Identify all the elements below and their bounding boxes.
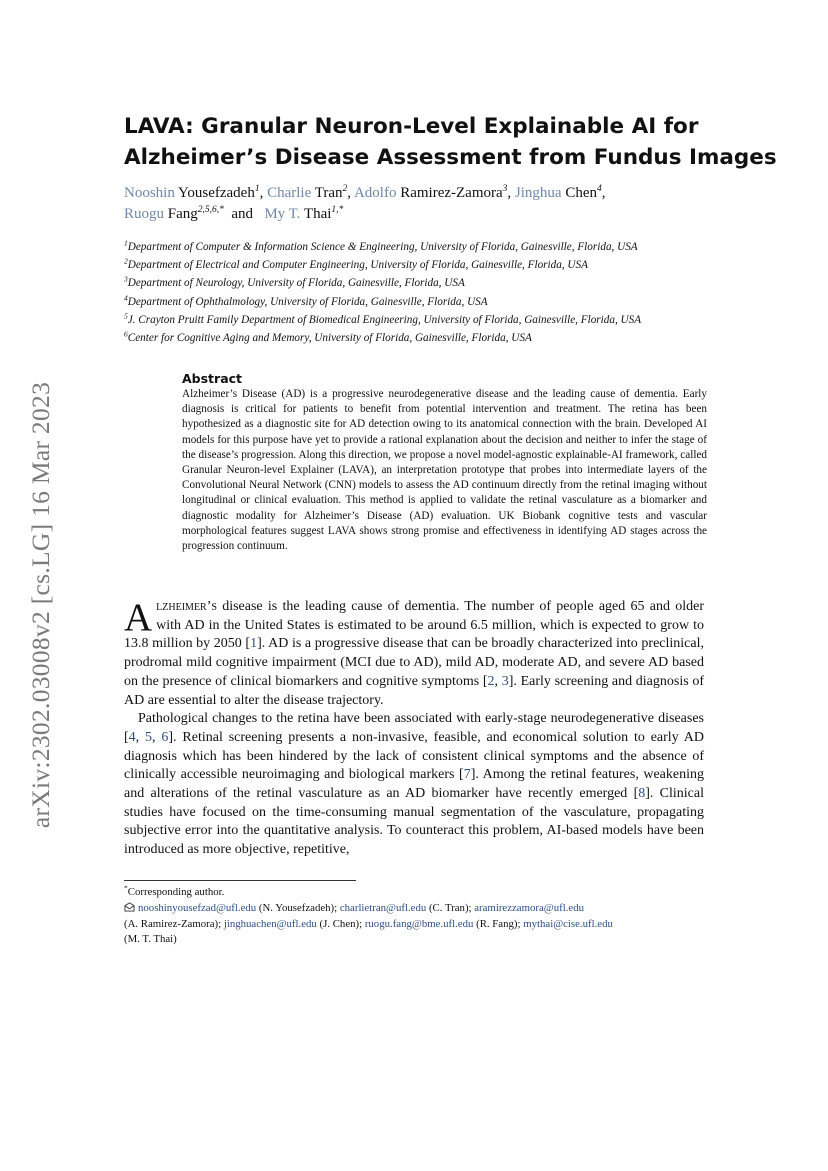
email-line-3: (M. T. Thai): [124, 933, 177, 946]
email-link[interactable]: nooshinyousefzad@ufl.edu: [138, 901, 257, 914]
citation-link[interactable]: 4: [128, 729, 136, 745]
affiliation: $^6$Center for Cognitive Aging and Memory, University of Florida, Gainesville, Florida, USA: [124, 329, 532, 345]
affiliation: $^1$Department of Computer & Information Science & Engineering, University of Florida, Gainesville, Florida, USA: [124, 238, 638, 253]
email-link[interactable]: charlietran@ufl.edu: [339, 901, 427, 914]
author: My T. Thai$^{1,*}$: [264, 205, 344, 222]
author-list: [124, 183, 714, 225]
author: Jinghua Chen$^4$,: [514, 184, 606, 201]
envelope-icon: [124, 902, 135, 912]
affiliation: $^4$Department of Ophthalmology, University of Florida, Gainesville, Florida, USA: [124, 292, 488, 308]
author-line-1: [124, 183, 714, 204]
paper-title: [124, 111, 777, 173]
affiliation-list: [124, 238, 724, 347]
email-line-2: (A. Ramirez-Zamora); jinghuachen@ufl.edu (J. Chen); ruogu.fang@bme.ufl.edu (R. Fang); mythai@cise.ufl.edu: [124, 917, 613, 930]
abstract-text: Alzheimer’s Disease (AD) is a progressive neurodegenerative disease and the leading cause of dementia. Early diagnosis is critical for patients to benefit from potential intervention and treatment. The retina has been hypothesized as a diagnostic site for AD detection owing to its anatomical connection with the brain. Developed AI models for this purpose have yet to provide a rational explanation about the decision and neither to infer the stage of the disease’s progression. Along this direction, we propose a novel model-agnostic explainable-AI framework, called Granular Neuron-level Explainer (LAVA), an interpretation prototype that probes into intermediate layers of the Convolutional Neural Network (CNN) models to assess the AD continuum directly from the retinal imaging without longitudinal or clinical evaluation. This method is applied to validate the retinal vasculature as a biomarker and diagnostic modality for Alzheimer’s Disease (AD) evaluation. UK Biobank cognitive tests and vascular morphological features suggest LAVA shows strong promise and effectiveness in identifying AD stages across the progression continuum.: [182, 388, 707, 553]
main-body: [124, 598, 704, 860]
email-link[interactable]: jinghuachen@ufl.edu: [223, 917, 317, 930]
email-link[interactable]: ruogu.fang@bme.ufl.edu: [364, 917, 474, 930]
affiliation: $^2$Department of Electrical and Computer Engineering, University of Florida, Gainesville, Florida, USA: [124, 256, 588, 272]
corresponding-author-note: *Corresponding author.: [124, 883, 225, 898]
citation-link[interactable]: 1: [250, 636, 258, 652]
paragraph-2: Pathological changes to the retina have been associated with early-stage neurodegenerative diseases [4, 5, 6]. Retinal screening presents a non-invasive, feasible, and economical solution to early AD diagnosis which has been hindered by the lack of consistent clinical symptoms and the absence of clinically accessible neuroimaging and biological markers [7]. Among the retinal features, weakening and alterations of the retinal vasculature as an AD biomarker have recently emerged [8]. Clinical studies have focused on the time-consuming manual segmentation of the vasculature, propagating subjective error into the quantitative analysis. To counteract this problem, AI-based models have been introduced as more objective, repetitive,: [124, 711, 704, 858]
arxiv-identifier: arXiv:2302.03008v2 [cs.LG] 16 Mar 2023: [26, 381, 55, 829]
citation-link[interactable]: 7: [463, 767, 471, 783]
citation-link[interactable]: 8: [638, 786, 646, 802]
footnote-divider: [124, 880, 356, 881]
citation-link[interactable]: 3: [501, 673, 509, 689]
author: Charlie Tran$^2$,: [267, 184, 354, 201]
affiliation: $^3$Department of Neurology, University of Florida, Gainesville, Florida, USA: [124, 274, 465, 290]
abstract-section: [182, 370, 707, 554]
drop-cap: A: [124, 596, 153, 639]
author-line-2: [124, 204, 714, 225]
citation-link[interactable]: 5: [145, 729, 153, 745]
title-line-1: LAVA: Granular Neuron-Level Explainable AI for: [124, 114, 699, 139]
citation-link[interactable]: 6: [161, 729, 169, 745]
email-link[interactable]: aramirezzamora@ufl.edu: [474, 901, 585, 914]
author: Nooshin Yousefzadeh$^1$,: [124, 184, 268, 201]
citation-link[interactable]: 2: [487, 673, 495, 689]
footnotes: [124, 885, 704, 948]
author: Adolfo Ramirez-Zamora$^3$,: [353, 184, 515, 201]
email-link[interactable]: mythai@cise.ufl.edu: [523, 917, 613, 930]
paragraph-1: Alzheimer’s disease is the leading cause of dementia. The number of people aged 65 and older with AD in the United States is estimated to be around 6.5 million, which is expected to grow to 13.8 million by 2050 [1]. AD is a progressive disease that can be broadly characterized into preclinical, prodromal mild cognitive impairment (MCI due to AD), mild AD, moderate AD, and severe AD based on the presence of clinical biomarkers and cognitive symptoms [2, 3]. Early screening and diagnosis of AD are essential to alter the disease trajectory.: [124, 596, 705, 708]
title-line-2: Alzheimer’s Disease Assessment from Fundus Images: [124, 145, 777, 170]
email-line-1: nooshinyousefzad@ufl.edu (N. Yousefzadeh); charlietran@ufl.edu (C. Tran); aramirezzamora@ufl.edu: [124, 901, 704, 917]
arxiv-sidebar: [21, 360, 61, 850]
affiliation: $^5$J. Crayton Pruitt Family Department of Biomedical Engineering, University of Florida, Gainesville, Florida, USA: [124, 311, 642, 326]
author: Ruogu Fang$^{2,5,6,*}$ and: [124, 205, 261, 222]
abstract-heading: Abstract: [182, 371, 243, 386]
